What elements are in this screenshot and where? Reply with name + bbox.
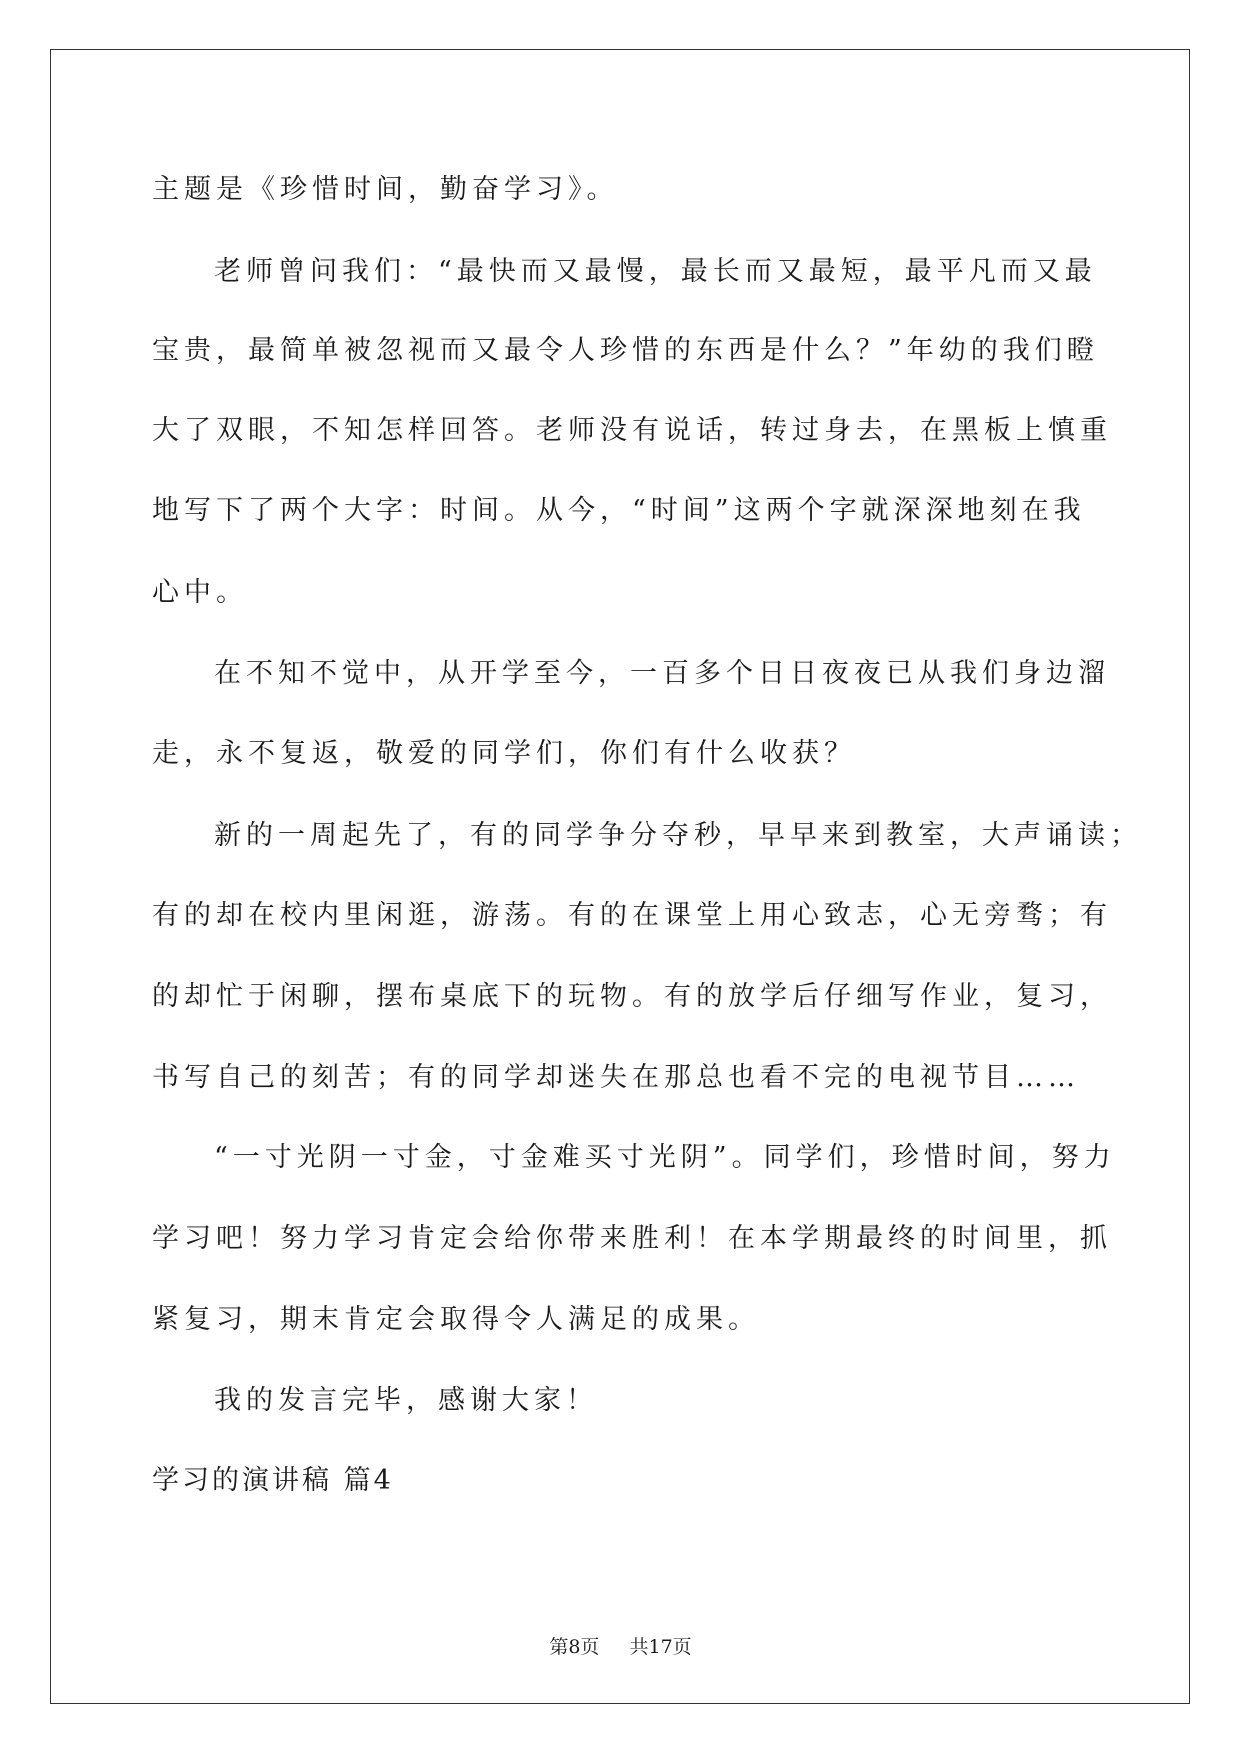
paragraph-line: 大了双眼，不知怎样回答。老师没有说话，转过身去，在黑板上慎重 <box>152 415 1112 446</box>
paragraph-line: 宝贵，最简单被忽视而又最令人珍惜的东西是什么？”年幼的我们瞪 <box>152 335 1099 366</box>
section-heading: 学习的演讲稿 篇4 <box>152 1465 394 1496</box>
paragraph-line: 老师曾问我们：“最快而又最慢，最长而又最短，最平凡而又最 <box>214 256 1097 287</box>
paragraph-line: “一寸光阴一寸金，寸金难买寸光阴”。同学们，珍惜时间，努力 <box>214 1142 1116 1173</box>
paragraph-line: 的却忙于闲聊，摆布桌底下的玩物。有的放学后仔细写作业，复习， <box>152 981 1112 1012</box>
paragraph-line: 我的发言完毕，感谢大家！ <box>214 1385 598 1416</box>
paragraph-line: 在不知不觉中，从开学至今，一百多个日日夜夜已从我们身边溜 <box>214 658 1110 689</box>
paragraph-line: 新的一周起先了，有的同学争分夺秒，早早来到教室，大声诵读； <box>214 820 1142 851</box>
paragraph-line: 心中。 <box>152 577 248 608</box>
paragraph-line: 有的却在校内里闲逛，游荡。有的在课堂上用心致志，心无旁骛；有 <box>152 900 1112 931</box>
paragraph-line: 主题是《珍惜时间，勤奋学习》。 <box>152 174 619 205</box>
page-border <box>50 49 1190 1704</box>
paragraph-line: 地写下了两个大字：时间。从今，“时间”这两个字就深深地刻在我 <box>152 495 1086 526</box>
page-total: 共17页 <box>629 1636 692 1658</box>
paragraph-line: 书写自己的刻苦；有的同学却迷失在那总也看不完的电视节目…… <box>152 1062 1080 1093</box>
paragraph-line: 学习吧！努力学习肯定会给你带来胜利！在本学期最终的时间里，抓 <box>152 1223 1112 1254</box>
page-number: 第8页 <box>549 1636 600 1658</box>
paragraph-line: 走，永不复返，敬爱的同学们，你们有什么收获？ <box>152 738 856 769</box>
page-footer <box>0 1632 1241 1659</box>
paragraph-line: 紧复习，期末肯定会取得令人满足的成果。 <box>152 1304 760 1335</box>
